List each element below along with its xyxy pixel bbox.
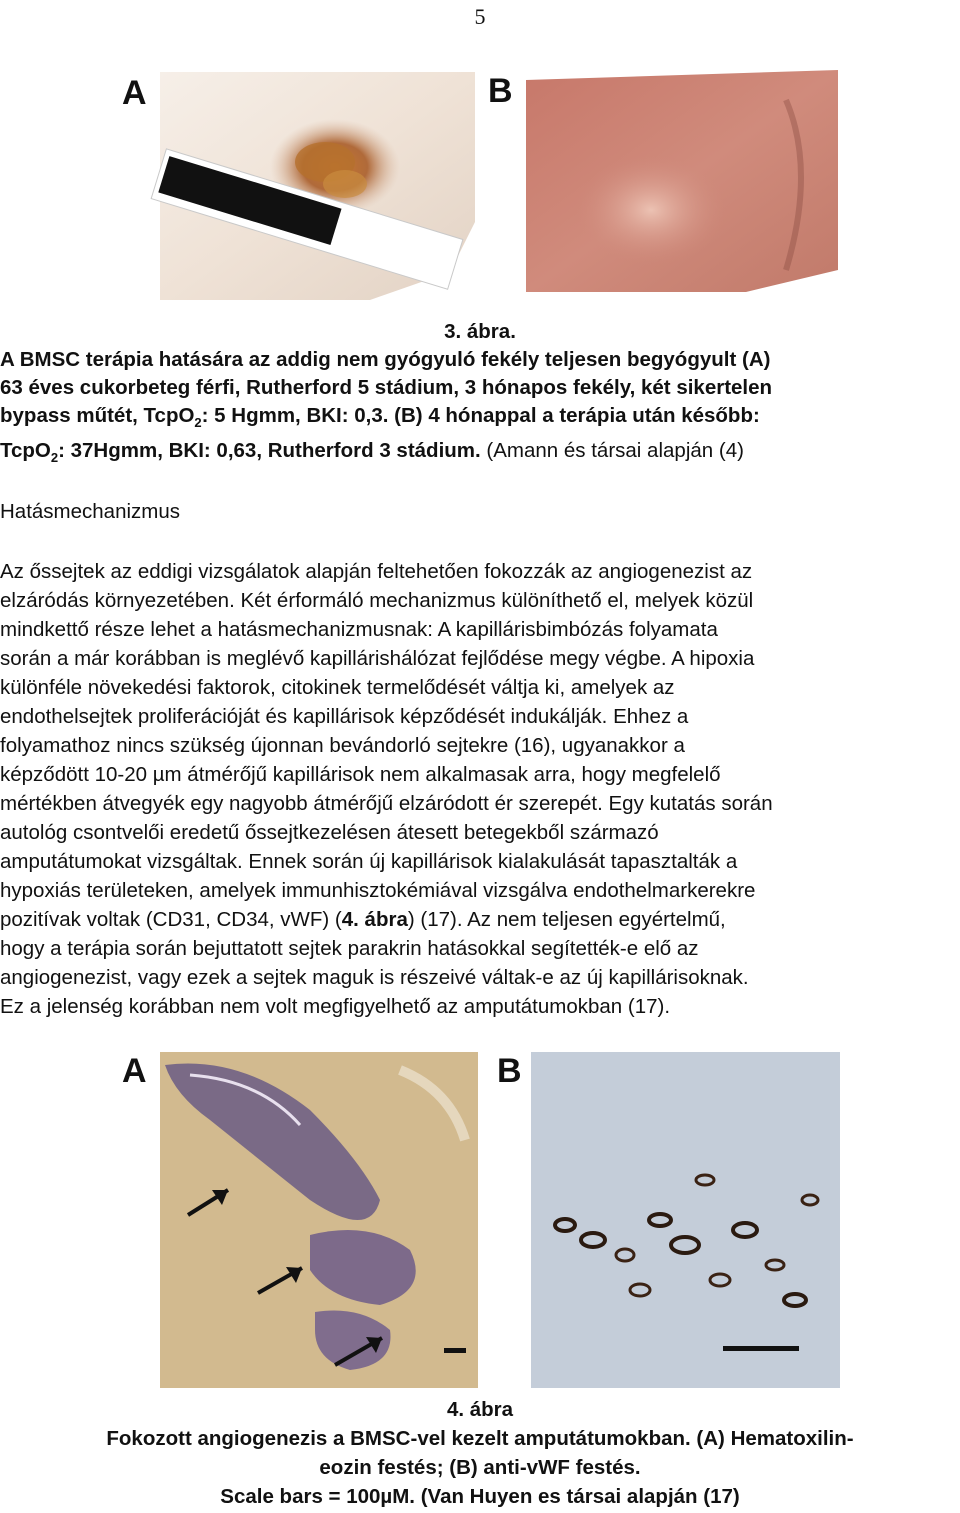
- ulcer-before-photo: [120, 72, 475, 300]
- caption-line: Fokozott angiogenezis a BMSC-vel kezelt amputátumokban. (A) Hematoxilin-: [106, 1427, 854, 1450]
- caption-line: Scale bars = 100µM. (Van Huyen es társai alapján (17): [220, 1485, 740, 1508]
- figure3-photo-a: [120, 72, 475, 300]
- paragraph-text: ) (17). Az nem teljesen egyértelmű,: [407, 908, 726, 931]
- caption-line: 63 éves cukorbeteg férfi, Rutherford 5 stádium, 3 hónapos fekély, két sikertelen: [0, 376, 773, 399]
- paragraph-line: hogy a terápia során bejuttatott sejtek parakrin hatásokkal segítették-e elő az: [0, 937, 699, 960]
- figure3-title: 3. ábra.: [444, 320, 516, 343]
- figure-reference: 4. ábra: [341, 908, 408, 931]
- subscript: 2: [50, 450, 59, 466]
- ulcer-healed-photo: [486, 70, 838, 292]
- paragraph-line: különféle növekedési faktorok, citokinek termelődését váltja ki, amelyek az: [0, 676, 675, 699]
- caption-text: : 37Hgmm, BKI: 0,63, Rutherford 3 stádium.: [58, 439, 481, 463]
- subscript: 2: [194, 415, 202, 431]
- paragraph-line: folyamathoz nincs szükség újonnan bevándorló sejtekre (16), ugyanakkor a: [0, 734, 685, 757]
- paragraph-line: Az őssejtek az eddigi vizsgálatok alapján feltehetően fokozzák az angiogenezist az: [0, 560, 753, 583]
- paragraph-line: Ez a jelenség korábban nem volt megfigyelhető az amputátumokban (17).: [0, 995, 671, 1018]
- caption-line: [0, 437, 960, 472]
- caption-line: A BMSC terápia hatására az addig nem gyógyuló fekély teljesen begyógyult (A): [0, 348, 771, 371]
- section-heading: Hatásmechanizmus: [0, 500, 181, 523]
- paragraph-line: angiogenezist, vagy ezek a sejtek maguk is részeivé váltak-e az új kapillárisoknak.: [0, 966, 749, 989]
- paragraph-text: pozitívak voltak (CD31, CD34, vWF) (: [0, 908, 342, 931]
- figure4-title: 4. ábra: [446, 1398, 514, 1421]
- caption-text: bypass műtét, TcpO: [0, 404, 195, 427]
- figure4-label-b: B: [497, 1052, 522, 1090]
- figure3-label-b: B: [488, 72, 513, 110]
- paragraph-line: mindkettő része lehet a hatásmechanizmusnak: A kapillárisbimbózás folyamata: [0, 618, 718, 641]
- caption-line: [0, 402, 960, 437]
- paragraph-line: [0, 905, 960, 934]
- figure4-label-a: A: [122, 1052, 147, 1090]
- paragraph-line: során a már korábban is meglévő kapillárishálózat fejlődése megy végbe. A hipoxia: [0, 647, 755, 670]
- vwf-stain-micrograph: [495, 1050, 840, 1390]
- caption-line: eozin festés; (B) anti-vWF festés.: [319, 1456, 641, 1479]
- figure3-photo-b: [486, 70, 838, 292]
- figure4-micrograph-a: [120, 1050, 478, 1388]
- paragraph-line: autológ csontvelői eredetű őssejtkezelésen átesett betegekből származó: [0, 821, 659, 844]
- paragraph-line: amputátumokat vizsgáltak. Ennek során új kapillárisok kialakulását tapasztalták a: [0, 850, 738, 873]
- paragraph-line: képződött 10-20 µm átmérőjű kapillárisok nem alkalmasak arra, hogy megfelelő: [0, 763, 721, 786]
- paragraph-line: elzáródás környezetében. Két érformáló mechanizmus különíthető el, melyek közül: [0, 589, 754, 612]
- figure3-caption: [0, 318, 960, 472]
- paragraph-line: mértékben átvegyék egy nagyobb átmérőjű elzáródott ér szerepét. Egy kutatás során: [0, 792, 773, 815]
- caption-text: : 5 Hgmm, BKI: 0,3. (B) 4 hónappal a terápia után később:: [201, 404, 760, 427]
- he-stain-micrograph: [120, 1050, 478, 1388]
- caption-text: TcpO: [0, 439, 51, 463]
- page-number: 5: [474, 4, 486, 29]
- citation-text: (Amann és társai alapján (4): [480, 439, 744, 463]
- body-paragraph: [0, 557, 960, 1021]
- paragraph-line: endothelsejtek proliferációját és kapillárisok képződését indukálják. Ehhez a: [0, 705, 689, 728]
- figure4-caption: [0, 1395, 960, 1511]
- figure4-micrograph-b: [495, 1050, 840, 1390]
- figure3-label-a: A: [122, 74, 147, 112]
- paragraph-line: hypoxiás területeken, amelyek immunhisztokémiával vizsgálva endothelmarkerekre: [0, 879, 756, 902]
